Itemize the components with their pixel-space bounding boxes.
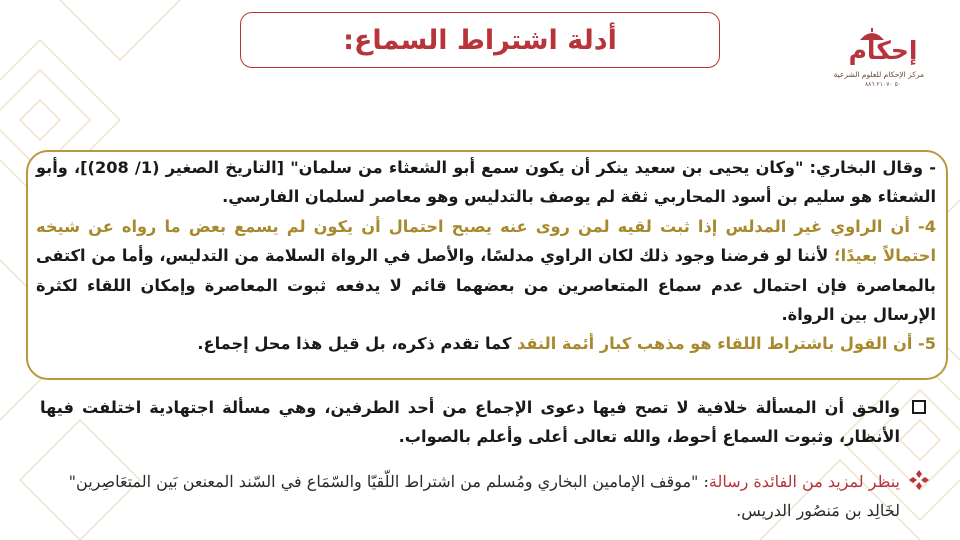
page-title: أدلة اشتراط السماع:	[343, 24, 617, 56]
point-5-body: كما تقدم ذكره، بل قيل هذا محل إجماع.	[197, 334, 518, 354]
paragraph-point-4	[36, 212, 936, 330]
title-box	[240, 12, 720, 68]
main-content	[36, 153, 936, 359]
logo-wordmark: إحكام	[848, 36, 918, 65]
point-4-heading: 4- أن الراوي غير المدلس إذا ثبت لقيه لمن روى عنه يصبح احتمال أن يكون لم يسمع بعض ما رواه عن شيخه احتمالاً بعيدًا؛	[36, 216, 936, 266]
paragraph-bukhari-quote: - وقال البخاري: "وكان يحيى بن سعيد ينكر أن يكون سمع أبو الشعثاء من سلمان" [التاريخ الصغير (1/ 208)]، وأبو الشعثاء هو سليم بن أسود المحاربي ثقة لم يوصف بالتدليس وهو معاصر لسلمان الفارسي.	[36, 158, 937, 207]
paragraph-point-5	[36, 329, 936, 358]
diamond-bullet-icon	[908, 469, 930, 491]
conclusion-text: والحق أن المسألة خلافية لا تصح فيها دعوى الإجماع من أحد الطرفين، وهي مسألة اجتهادية اختلفت فيها الأنظار، وثبوت السماع أحوط، والله تعالى أعلى وأعلم بالصواب.	[40, 398, 900, 446]
logo-subtitle: مركز الإحكام للعلوم الشرعية	[833, 70, 924, 79]
logo	[833, 28, 924, 98]
note-body: : "موقف الإمامين البخاري ومُسلم من اشتراط اللّقيّا والسّمَاع في السّند المعنعن بَين المتعَاصِرين" لخَالِد بن مَنصُور الدريس.	[68, 472, 900, 520]
point-4-body: لأننا لو فرضنا وجود ذلك لكان الراوي مدلسًا، والأصل في الرواة السلامة من التدليس، وأما من اكتفى بالمعاصرة فإن احتمال عدم سماع المتعاصرين من بعضهما قائم لا يدفعه ثبوت المعاصرة وإمكان اللقاء لكثرة الإرسال بين الرواة.	[36, 246, 936, 325]
checkbox-icon	[912, 400, 926, 414]
further-reading-note	[40, 467, 930, 525]
note-text	[40, 467, 900, 525]
logo-subline: ٥٠ ٢١٠٧٠ ٨٨٦	[864, 81, 902, 88]
point-5-heading: 5- أن القول باشتراط اللقاء هو مذهب كبار أئمة النقد	[517, 334, 936, 354]
note-label: ينظر لمزيد من الفائدة رسالة	[708, 472, 900, 491]
conclusion-item	[40, 393, 930, 451]
